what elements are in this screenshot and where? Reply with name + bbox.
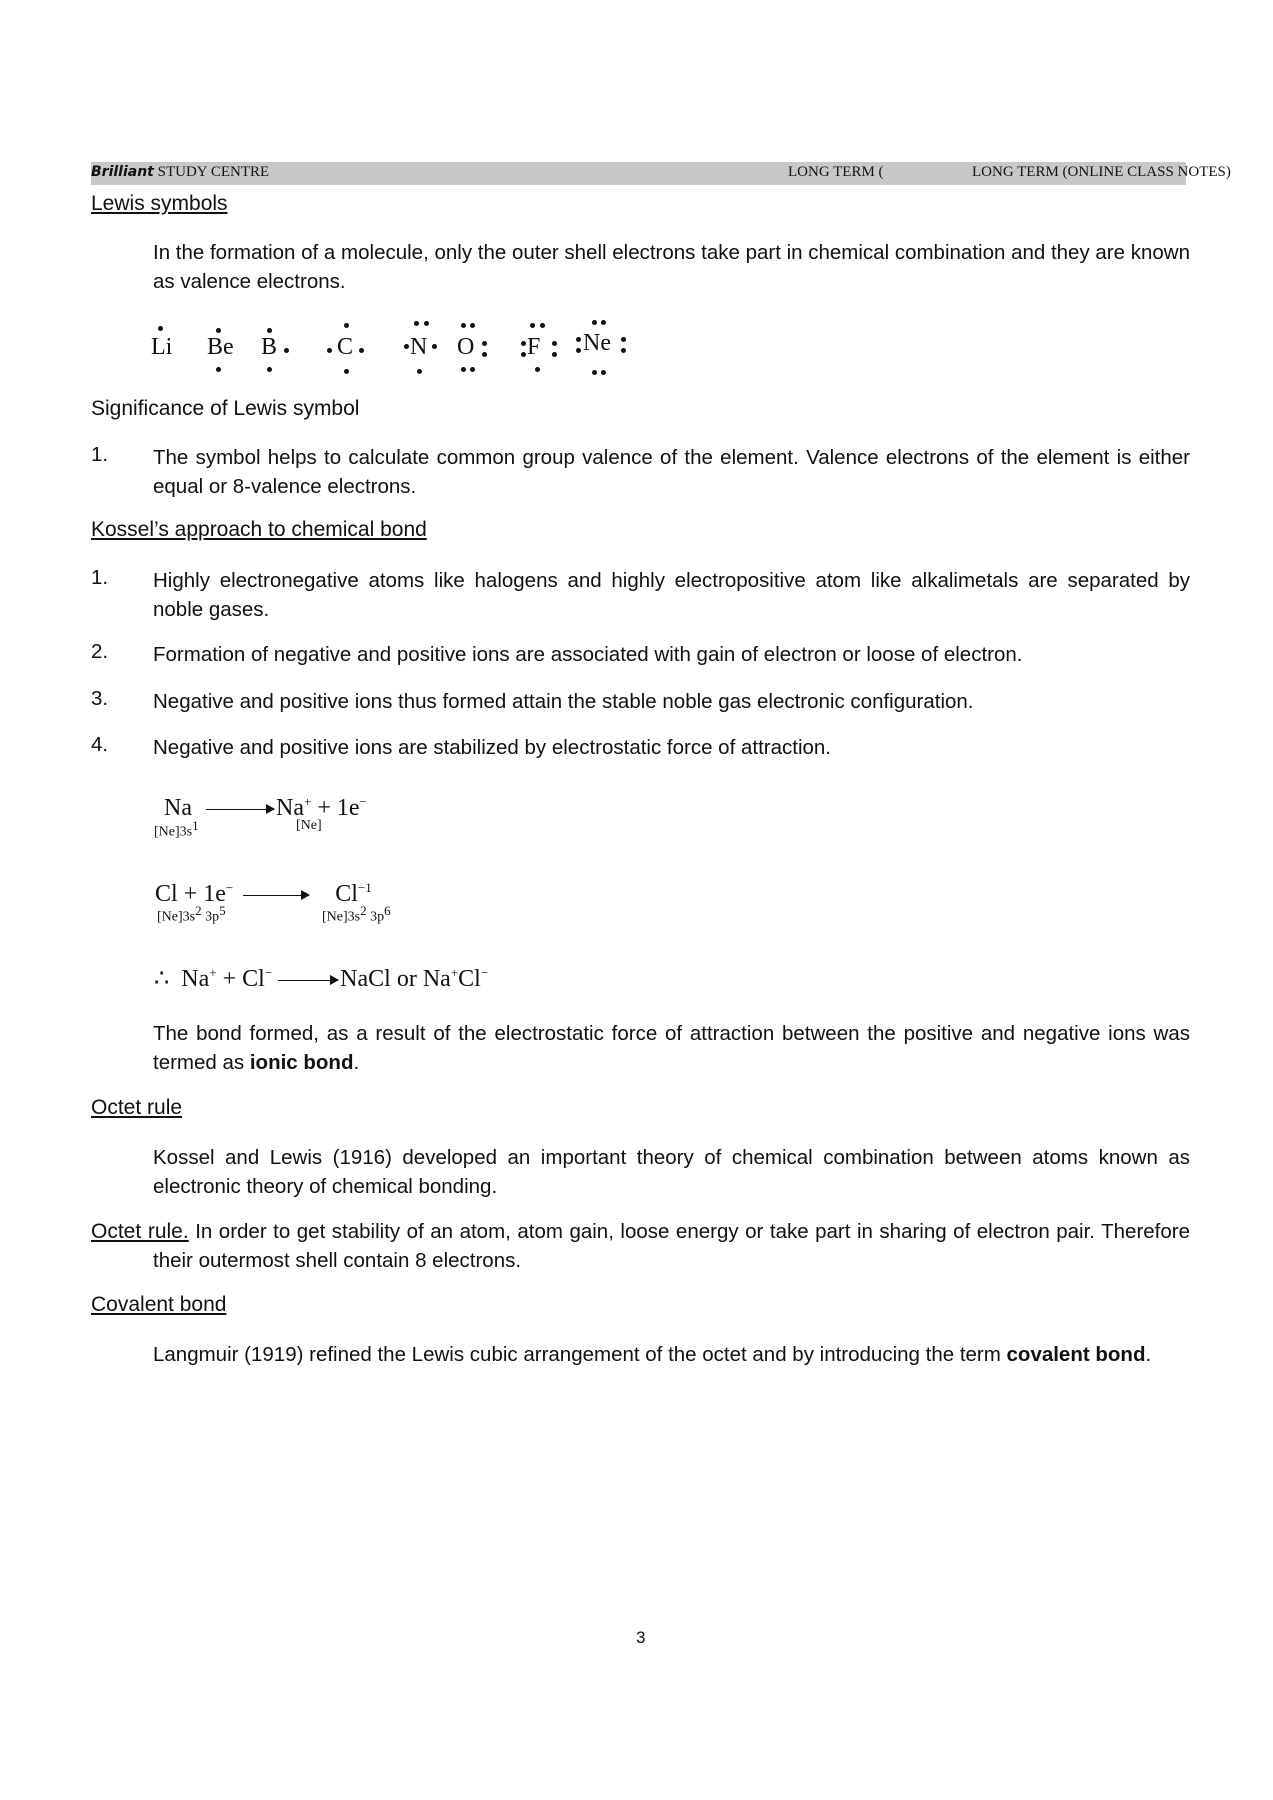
heading-covalent-bond: Covalent bond <box>91 1293 227 1316</box>
electron-dot-icon <box>576 348 581 353</box>
na-ion-config: [Ne] <box>296 818 322 833</box>
cl-ion-config: $[Ne]3s^2$ $3p^6$ <box>322 903 391 925</box>
equation-nacl-formation: ∴ Na+ + Cl− NaCl or Na+Cl− <box>154 965 489 992</box>
heading-significance: Significance of Lewis symbol <box>91 397 360 420</box>
symbol-f: F <box>527 334 541 360</box>
header-brand <box>91 164 269 181</box>
list-number: 1. <box>91 566 109 589</box>
list-number: 3. <box>91 687 109 710</box>
electron-dot-icon <box>621 337 626 342</box>
symbol-o: O <box>457 334 475 360</box>
electron-dot-icon <box>521 352 526 357</box>
reaction-arrow-icon <box>243 895 309 897</box>
symbol-li: Li <box>151 334 173 360</box>
electron-dot-icon <box>216 367 221 372</box>
equation-cl-gain: Cl + 1e− $Cl^{-1}$ <box>155 880 372 907</box>
electron-dot-icon <box>621 348 626 353</box>
heading-lewis-symbols: Lewis symbols <box>91 192 228 215</box>
reaction-arrow-icon <box>278 980 338 982</box>
octet-rule-label: Octet rule. <box>91 1220 189 1243</box>
list-item: The symbol helps to calculate common group valence of the element. Valence electrons of the element is either equal or 8-valence electrons. <box>153 446 1190 498</box>
electron-dot-icon <box>359 348 364 353</box>
electron-dot-icon <box>521 341 526 346</box>
symbol-ne: Ne <box>583 330 611 356</box>
symbol-n: N <box>410 334 428 360</box>
list-item: Formation of negative and positive ions are associated with gain of electron or loose of electron. <box>153 643 1023 666</box>
electron-dot-icon <box>535 367 540 372</box>
electron-dot-icon <box>461 367 466 372</box>
covalent-paragraph: Langmuir (1919) refined the Lewis cubic arrangement of the octet and by introducing the term covalent bond. <box>153 1343 1152 1366</box>
electron-dot-icon <box>404 344 409 349</box>
electron-dot-icon <box>284 348 289 353</box>
electron-dot-icon <box>267 367 272 372</box>
electron-dot-icon <box>576 337 581 342</box>
electron-dot-icon <box>482 341 487 346</box>
electron-dot-icon <box>344 369 349 374</box>
electron-dot-icon <box>601 370 606 375</box>
lewis-paragraph: In the formation of a molecule, only the outer shell electrons take part in chemical combination and they are known as valence electrons. <box>153 241 1190 293</box>
ionic-bond-term: ionic bond <box>249 1051 354 1074</box>
heading-octet-rule: Octet rule <box>91 1096 183 1119</box>
heading-kossel: Kossel’s approach to chemical bond <box>91 518 427 541</box>
electron-dot-icon <box>601 320 606 325</box>
electron-dot-icon <box>344 323 349 328</box>
page-number: 3 <box>636 1628 646 1647</box>
electron-dot-icon <box>327 348 332 353</box>
electron-dot-icon <box>552 341 557 346</box>
brand-suffix: STUDY CENTRE <box>157 164 270 180</box>
electron-dot-icon <box>592 370 597 375</box>
equation-na-ionization: Na Na+ + 1e− <box>164 794 367 821</box>
electron-dot-icon <box>216 328 221 333</box>
electron-dot-icon <box>530 323 535 328</box>
na-config: $[Ne]3s^1$ <box>154 818 199 840</box>
list-item: Negative and positive ions are stabilized by electrostatic force of attraction. <box>153 736 831 759</box>
octet-paragraph: Kossel and Lewis (1916) developed an important theory of chemical combination between atoms known as electronic theory of chemical bonding. <box>153 1146 1190 1198</box>
electron-dot-icon <box>552 352 557 357</box>
electron-dot-icon <box>482 352 487 357</box>
header-center: LONG TERM ( <box>788 164 884 180</box>
electron-dot-icon <box>417 369 422 374</box>
brand-logo: Brilliant <box>91 164 154 180</box>
electron-dot-icon <box>592 320 597 325</box>
list-item: Highly electronegative atoms like halogens and highly electropositive atom like alkalimetals are separated by noble gases. <box>153 569 1190 621</box>
electron-dot-icon <box>414 321 419 326</box>
symbol-b: B <box>261 334 278 360</box>
electron-dot-icon <box>470 323 475 328</box>
electron-dot-icon <box>267 328 272 333</box>
list-number: 2. <box>91 640 109 663</box>
electron-dot-icon <box>470 367 475 372</box>
electron-dot-icon <box>424 321 429 326</box>
symbol-c: C <box>337 334 354 360</box>
electron-dot-icon <box>461 323 466 328</box>
ionic-bond-paragraph: The bond formed, as a result of the electrostatic force of attraction between the positive and negative ions was termed as ionic bond. <box>153 1022 1190 1074</box>
covalent-bond-term: covalent bond <box>1006 1343 1146 1366</box>
header-right: LONG TERM (ONLINE CLASS NOTES) <box>972 164 1231 180</box>
symbol-be: Be <box>207 334 234 360</box>
electron-dot-icon <box>432 344 437 349</box>
cl-config: $[Ne]3s^2$ $3p^5$ <box>157 903 226 925</box>
octet-rule-definition: Octet rule. In order to get stability of an atom, atom gain, loose energy or take part in sharing of electron pair. Therefore their outermost shell contain 8 electrons. <box>91 1220 1190 1272</box>
list-number: 4. <box>91 733 109 756</box>
list-item: Negative and positive ions thus formed attain the stable noble gas electronic configuration. <box>153 690 974 713</box>
electron-dot-icon <box>540 323 545 328</box>
list-number: 1. <box>91 443 109 466</box>
electron-dot-icon <box>158 326 163 331</box>
reaction-arrow-icon <box>206 809 274 811</box>
